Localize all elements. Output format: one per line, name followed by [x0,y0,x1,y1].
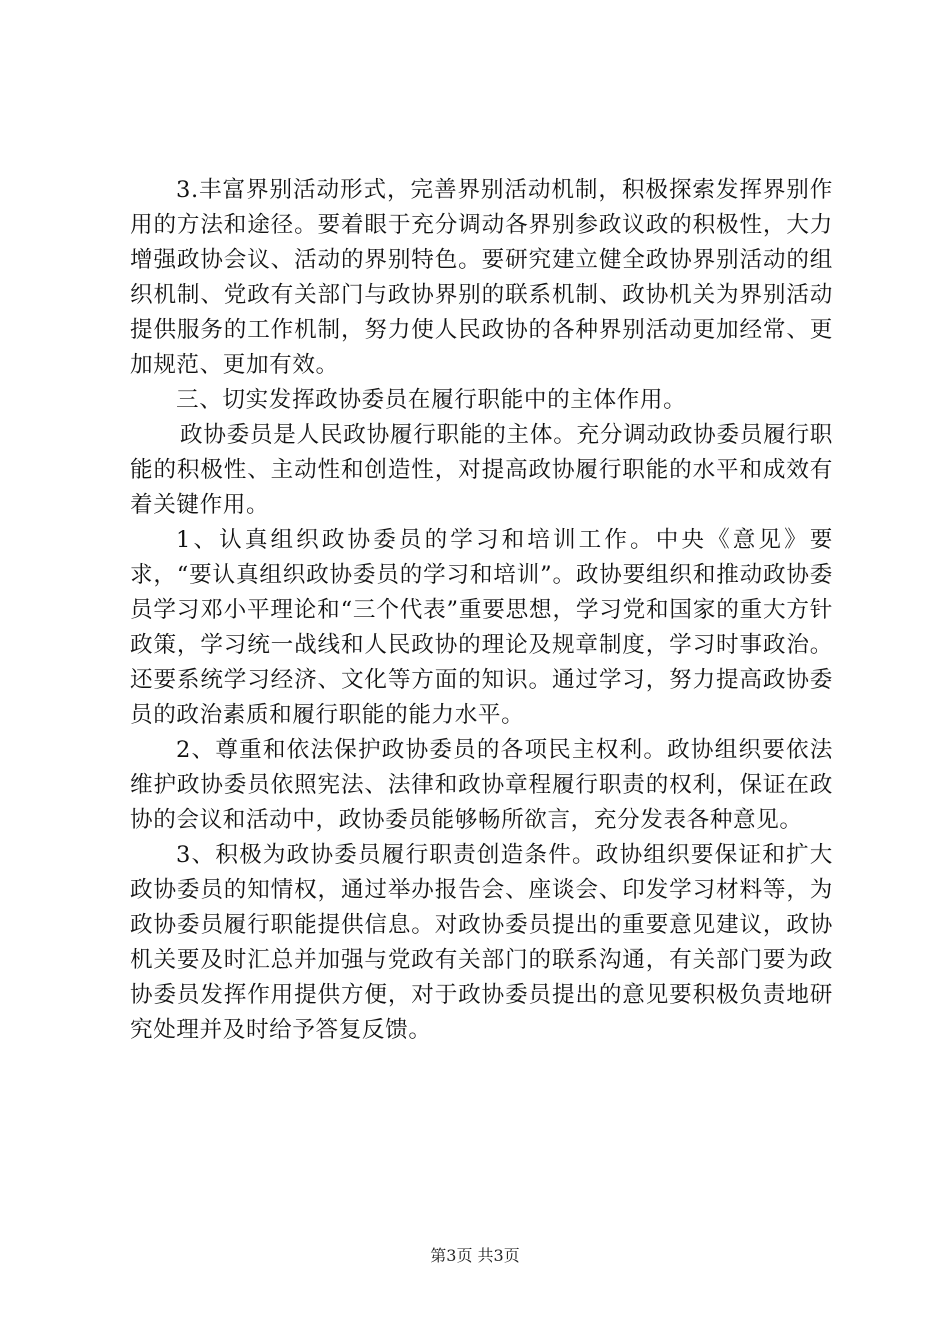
paragraph-item-1-training: 1、认真组织政协委员的学习和培训工作。中央《意见》要求，“要认真组织政协委员的学习和培训”。政协要组织和推动政协委员学习邓小平理论和“三个代表”重要思想，学习党和国家的重大方针政策，学习统一战线和人民政协的理论及规章制度，学习时事政治。还要系统学习经济、文化等方面的知识。通过学习，努力提高政协委员的政治素质和履行职能的能力水平。 [130,527,833,728]
paragraph-item-3-conditions: 3、积极为政协委员履行职责创造条件。政协组织要保证和扩大政协委员的知情权，通过举办报告会、座谈会、印发学习材料等，为政协委员履行职能提供信息。对政协委员提出的重要意见建议，政协机关要及时汇总并加强与党政有关部门的联系沟通，有关部门要为政协委员发挥作用提供方便，对于政协委员提出的意见要积极负责地研究处理并及时给予答复反馈。 [130,842,833,1043]
paragraph-jiebie-activities: 3.丰富界别活动形式，完善界别活动机制，积极探索发挥界别作用的方法和途径。要着眼于充分调动各界别参政议政的积极性，大力增强政协会议、活动的界别特色。要研究建立健全政协界别活动的组织机制、党政有关部门与政协界别的联系机制、政协机关为界别活动提供服务的工作机制，努力使人民政协的各种界别活动更加经常、更加规范、更加有效。 [130,177,833,378]
section-heading-3: 三、切实发挥政协委员在履行职能中的主体作用。 [176,387,687,413]
paragraph-item-2-rights: 2、尊重和依法保护政协委员的各项民主权利。政协组织要依法维护政协委员依照宪法、法律和政协章程履行职责的权利，保证在政协的会议和活动中，政协委员能够畅所欲言，充分发表各种意见。 [130,737,833,833]
paragraph-committee-members-intro: 政协委员是人民政协履行职能的主体。充分调动政协委员履行职能的积极性、主动性和创造性，对提高政协履行职能的水平和成效有着关键作用。 [130,422,833,518]
page-number-footer: 第3页 共3页 [430,1246,520,1265]
document-body [130,173,833,1048]
